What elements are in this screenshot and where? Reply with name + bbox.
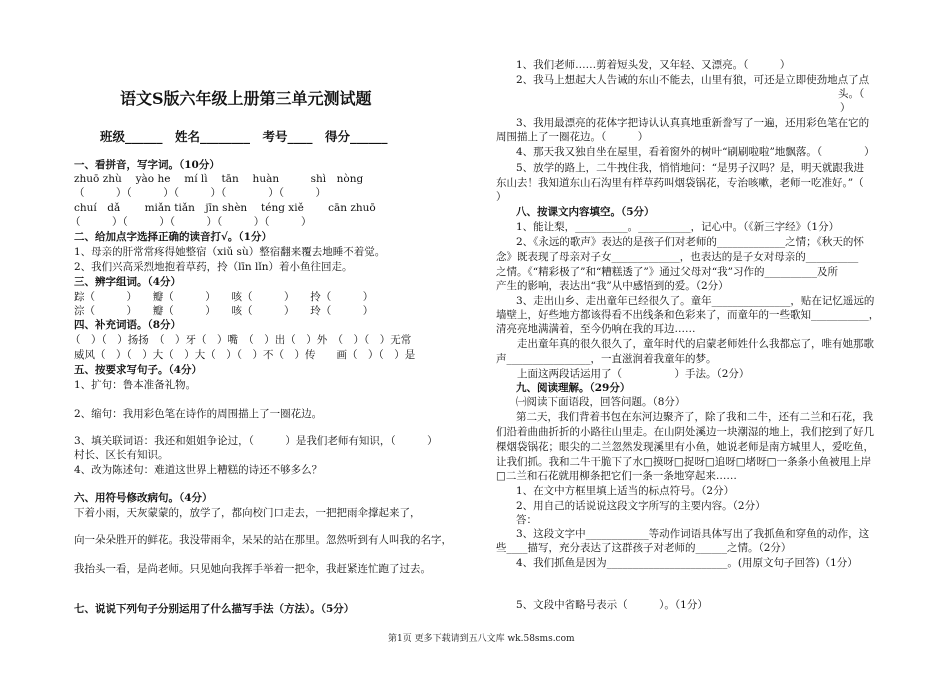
sentence-7-5: 5、放学的路上，二牛拽住我，悄悄地问：“是男子汉吗？是，明天就跟我进 <box>516 162 865 174</box>
fill-8-3-cont-1: 墙壁上，好些地方都该得看不出线条和色彩来了，而童年的一些歌知___________， <box>496 309 880 321</box>
sentence-7-3-cont: 周围描上了一圈花边。（ ） <box>496 131 649 143</box>
reading-question-1: 1、在文中方框里填上适当的标点符号。（2分） <box>516 485 735 497</box>
question-5-4: 4、改为陈述句：难道这世界上糟糕的诗还不够多么？ <box>74 464 323 476</box>
reading-question-5: 5、文段中省略号表示（ ）。（1分） <box>516 599 708 611</box>
section-2-heading: 二、给加点字选择正确的读音打√。（1分） <box>74 231 272 243</box>
student-info-line: 班级______ 姓名________ 考号____ 得分______ <box>100 129 388 144</box>
section-8-heading: 八、按课文内容填空。（5分） <box>516 206 655 218</box>
fill-8-3-cont-2: 清亮亮地满满着，至今仍响在我的耳边…… <box>496 323 696 335</box>
fill-8-2-cont-1: 念》既表现了母亲对子女_____________，也表达的是子女对母亲的__________ <box>496 251 859 263</box>
sentence-7-2-paren: ） <box>840 102 851 114</box>
fill-8-3-method: 上面这两段话运用了（ ）手法。（2分） <box>496 368 750 380</box>
blank-line-1: （ ）（ ）（ ）（ ）（ ） <box>74 187 326 199</box>
question-5-3: 3、填关联词语：我还和姐姐争论过，（ ）是我们老师有知识，（ ） <box>74 435 438 447</box>
paragraph-6-line-2: 向一朵朵胜开的鲜花。我没带雨伞，呆呆的站在那里。忽然听到有人叫我的名字， <box>74 534 452 546</box>
fill-8-2-cont-2: 之情。《“精彩极了”和“糟糕透了”》通过父母对“我”习作的__________及所 <box>496 266 838 278</box>
reading-passage-line-2: 们沿着曲曲折折的小路往山里走。在山阴处溪边一块潮湿的地上，我们挖到了好几 <box>496 426 874 438</box>
pinyin-line-1: zhuō zhù yào he mí lì tān huàn shì nòng <box>74 173 364 185</box>
question-3-row-1: 踪（ ） 瓣（ ） 咳（ ） 拎（ ） <box>74 291 374 303</box>
reading-question-4: 4、我们抓鱼是因为_______________________。(用原文句子回答)（1分） <box>516 557 858 569</box>
reading-passage-line-4: 让我们抓。我和二牛干脆下了水□摸呀□捉呀□追呀□堵呀□一条条小鱼被甩上岸 <box>496 456 872 468</box>
reading-9-intro: ㈠阅读下面语段，回答问题。（8分） <box>516 396 686 408</box>
reading-passage-line-3: 棵烟袋锅花；眼尖的二兰忽然发现溪里有小鱼，她说老师是南方城里人，爱吃鱼， <box>496 441 874 453</box>
paragraph-6-line-1: 下着小雨，天灰蒙蒙的，放学了，都向校门口走去，一把把雨伞撑起来了， <box>74 507 421 519</box>
section-1-heading: 一、看拼音，写字词。（10分） <box>74 159 220 171</box>
pinyin-line-2: chuí dǎ miǎn tiǎn jīn shèn téng xiě cān zhuō <box>74 202 376 214</box>
fill-8-1: 1、能让梨，__________。__________，记心中。（《新三字经》（1分） <box>516 221 840 233</box>
paragraph-6-line-3: 我抬头一看，是尚老师。只见她向我挥手举着一把伞，我赶紧连忙跑了过去。 <box>74 563 431 575</box>
question-4-row-2: 威风（ ）（ ）大（ ）大（ ）（ ）不（ ）传 画（ ）（ ）是 <box>74 349 416 361</box>
sentence-7-5-paren: ） <box>496 191 507 203</box>
question-5-3-cont: 村长、区长有知识。 <box>74 449 169 461</box>
sentence-7-2-cont: 头。（ <box>838 88 865 100</box>
reading-question-2: 2、用自己的话说说这段文字所写的主要内容。（2分） <box>516 500 766 512</box>
sentence-7-5-cont: 东山去！我知道东山石沟里有样草药叫烟袋锅花，专治咳嗽，老师一吃准好。”（ <box>496 177 864 189</box>
reading-passage-line-5: □二兰和石花就用柳条把它们一条一条地穿起来…… <box>496 470 737 482</box>
exam-title: 语文S版六年级上册第三单元测试题 <box>120 89 372 108</box>
page-footer: 第1页 更多下载请到五八文库 wk.58sms.com <box>388 634 575 644</box>
question-2-1: 1、母亲的肝常常疼得她整宿（xiǔ sù）整宿翻来覆去地睡不着觉。 <box>74 246 386 258</box>
question-3-row-2: 淙（ ） 瓣（ ） 咳（ ） 玲（ ） <box>74 305 374 317</box>
fill-8-3: 3、走出山乡、走出童年已经很久了。童年_______________，贴在记忆遥远的 <box>516 295 875 307</box>
section-7-heading: 七、说说下列句子分别运用了什么描写手法（方法）。（5分） <box>74 603 355 615</box>
question-4-row-1: （ ）（ ）扬扬 （ ）牙（ ）嘴 （ ）出（ ）外 （ ）（ ）无常 <box>70 334 412 346</box>
sentence-7-3: 3、我用最漂亮的花体字把诗认认真真地重新誊写了一遍，还用彩色笔在它的 <box>516 117 870 129</box>
section-4-heading: 四、补充词语。（8分） <box>74 319 182 331</box>
question-2-2: 2、我们兴高采烈地抱着草药，拎（līn lǐn）着小鱼往回走。 <box>74 261 353 273</box>
fill-8-3-para-2: 走出童年真的很久很久了，童年时代的启蒙老师姓什么我都忘了，唯有她那歌 <box>496 338 874 350</box>
fill-8-2-cont-3: 产生的影响，表达出“我”从中感悟到的爱。（2分） <box>496 280 729 292</box>
section-3-heading: 三、辨字组词。（4分） <box>74 276 182 288</box>
question-5-1: 1、扩句：鲁本准备礼物。 <box>74 379 197 391</box>
fill-8-2: 2、《永远的歌声》表达的是孩子们对老师的_____________之情；《秋天的怀 <box>516 236 864 248</box>
section-5-heading: 五、按要求写句子。（4分） <box>74 364 203 376</box>
section-6-heading: 六、用符号修改病句。（4分） <box>74 492 213 504</box>
fill-8-3-para-2-cont: 声________________，一直滋润着我童年的梦。 <box>496 353 717 365</box>
reading-passage-line-1: 第二天，我们背着书包在东河边聚齐了，除了我和二牛，还有二兰和石花，我 <box>516 411 873 423</box>
reading-question-3: 3、这段文字中____________等动作词语具体写出了我抓鱼和穿鱼的动作，这 <box>516 528 870 540</box>
sentence-7-1: 1、我们老师……剪着短头发，又年轻、又漂亮。（ ） <box>516 59 791 71</box>
reading-question-3-cont: 些____描写，充分表达了这群孩子对老师的______之情。（2分） <box>496 542 792 554</box>
question-5-2: 2、缩句：我用彩色笔在诗作的周围描上了一圈花边。 <box>74 408 323 420</box>
blank-line-2: （ ）（ ）（ ）（ ）（ ） <box>70 216 312 228</box>
sentence-7-4: 4、那天我又独自坐在屋里，看着窗外的树叶“刷刷啦啦”地飘落。（ ） <box>516 146 875 158</box>
reading-answer-label: 答： <box>516 514 537 526</box>
sentence-7-2: 2、我马上想起大人告诫的东山不能去，山里有狼，可还是立即使劲地点了点 <box>516 74 870 86</box>
section-9-heading: 九、阅读理解。（29分） <box>516 382 631 394</box>
